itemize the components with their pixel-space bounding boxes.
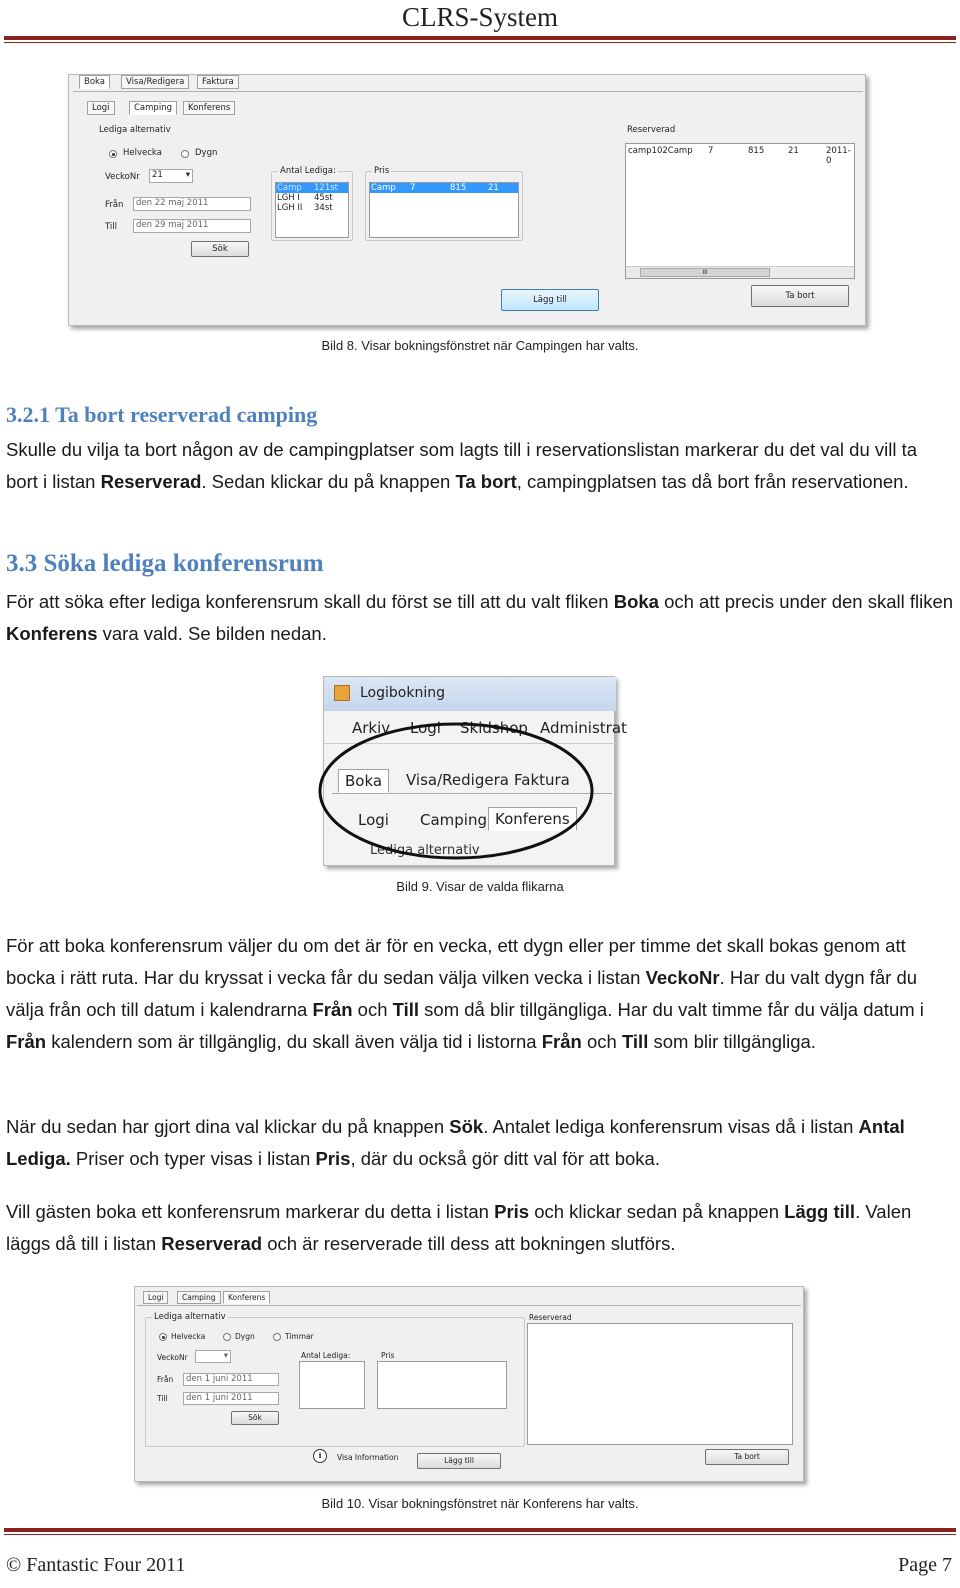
radio-timmar[interactable] <box>273 1333 281 1341</box>
reserverad-label: Reserverad <box>627 125 676 135</box>
window-title: Logibokning <box>360 685 445 701</box>
caption-bild-8: Bild 8. Visar bokningsfönstret när Campingen har valts. <box>321 338 639 353</box>
radio-helvecka[interactable] <box>109 150 117 158</box>
document-title: CLRS-System <box>401 2 559 32</box>
ta-bort-button[interactable]: Ta bort <box>705 1449 789 1465</box>
tab-faktura[interactable]: Faktura <box>514 771 570 789</box>
till-date-picker[interactable] <box>133 219 251 233</box>
tab-boka[interactable]: Boka <box>79 75 110 89</box>
tab-boka[interactable]: Boka <box>338 769 389 793</box>
lagg-till-button[interactable]: Lägg till <box>501 289 599 311</box>
till-date-picker[interactable] <box>183 1392 279 1405</box>
till-label: Till <box>105 222 118 232</box>
paragraph-sok: När du sedan har gjort dina val klickar du på knappen Sök. Antalet lediga konferensrum visas då i listan Antal Lediga. Priser och typer visas i listan Pris, där du också gör ditt val för att boka. <box>6 1116 905 1169</box>
radio-helvecka[interactable] <box>159 1333 167 1341</box>
tab-visa-redigera[interactable]: Visa/Redigera <box>121 75 189 89</box>
fran-date-value: den 1 juni 2011 <box>186 1374 253 1384</box>
info-icon[interactable]: i <box>313 1449 327 1463</box>
list-item[interactable]: LGH II 34st <box>277 203 333 213</box>
tab-logi[interactable]: Logi <box>358 811 389 829</box>
pris-label: Pris <box>374 166 390 176</box>
paragraph-boka-konferens: För att boka konferensrum väljer du om det är för en vecka, ett dygn eller per timme det skall bokas genom att bocka i rätt ruta. Har du kryssat i vecka får du sedan välja vilken vecka i listan VeckoNr. Har du valt dygn får du välja från och till datum i kalendrarna Från och Till som då blir tillgängliga. Har du valt timme får du välja datum i Från kalendern som är tillgänglig, du skall även välja tid i listorna Från och Till som blir tillgängliga. <box>6 935 924 1052</box>
list-item[interactable]: LGH I 45st <box>277 193 333 203</box>
ta-bort-button[interactable]: Ta bort <box>751 285 849 307</box>
till-label: Till <box>157 1394 168 1403</box>
reserverad-list[interactable] <box>625 143 855 279</box>
caption-bild-9: Bild 9. Visar de valda flikarna <box>396 879 564 894</box>
tab-camping[interactable]: Camping <box>177 1291 221 1304</box>
paragraph-lagg-till: Vill gästen boka ett konferensrum markerar du detta i listan Pris och klickar sedan på knappen Lägg till. Valen läggs då till i listan Reserverad och är reserverade till dess att bokningen slutförs. <box>6 1201 912 1254</box>
highlight-ellipse-stroke <box>320 724 592 858</box>
radio-helvecka-label: Helvecka <box>171 1332 206 1341</box>
tab-divider <box>137 1305 801 1306</box>
chevron-down-icon: ▾ <box>185 170 190 180</box>
antal-lediga-list[interactable] <box>275 182 349 238</box>
radio-dygn[interactable] <box>181 150 189 158</box>
list-item[interactable]: Camp 7 815 21 <box>370 183 518 193</box>
radio-dygn[interactable] <box>223 1333 231 1341</box>
menu-arkiv[interactable]: Arkiv <box>352 719 391 737</box>
radio-dygn-label: Dygn <box>235 1332 255 1341</box>
sok-button[interactable]: Sök <box>191 241 249 257</box>
highlight-ellipse <box>316 718 596 864</box>
footer-copyright: © Fantastic Four 2011 <box>6 1554 186 1576</box>
pris-list[interactable] <box>369 182 519 238</box>
list-item[interactable]: camp102Camp 7 815 21 2011-0 <box>628 146 851 166</box>
lagg-till-button[interactable]: Lägg till <box>417 1453 501 1469</box>
antal-lediga-label: Antal Lediga: <box>301 1351 351 1360</box>
radio-timmar-label: Timmar <box>285 1332 314 1341</box>
menu-skidshop[interactable]: Skidshop <box>460 719 528 737</box>
group-label-lediga: Lediga alternativ <box>99 125 171 135</box>
tab-konferens[interactable]: Konferens <box>183 101 235 115</box>
tab-logi[interactable]: Logi <box>87 101 115 115</box>
scrollbar-thumb[interactable]: III <box>640 268 770 277</box>
horizontal-scrollbar[interactable] <box>626 266 854 278</box>
tab-camping[interactable]: Camping <box>129 101 177 115</box>
tab-visa-redigera[interactable]: Visa/Redigera <box>406 771 509 789</box>
veckonr-value: 21 <box>152 170 163 180</box>
menu-administration[interactable]: Administrat <box>540 719 627 737</box>
paragraph-3-3: För att söka efter lediga konferensrum skall du först se till att du valt fliken Boka och att precis under den skall fliken Konferens vara vald. Se bilden nedan. <box>6 591 954 644</box>
tab-divider <box>73 91 863 92</box>
sok-button[interactable]: Sök <box>231 1411 279 1425</box>
cut-label-lediga: Lediga alternativ <box>370 843 480 858</box>
till-date-value: den 1 juni 2011 <box>186 1393 253 1403</box>
till-date-value: den 29 maj 2011 <box>136 220 209 230</box>
figure-8-screenshot <box>68 74 866 326</box>
list-item[interactable]: Camp 121st <box>276 183 348 193</box>
radio-helvecka-label: Helvecka <box>123 148 162 158</box>
menu-logi[interactable]: Logi <box>410 719 441 737</box>
antal-lediga-label: Antal Lediga: <box>280 166 336 176</box>
page-footer <box>0 1540 960 1588</box>
radio-dygn-label: Dygn <box>195 148 218 158</box>
visa-information-label[interactable]: Visa Information <box>337 1453 399 1462</box>
chevron-down-icon: ▾ <box>223 1351 228 1361</box>
fran-label: Från <box>157 1375 174 1384</box>
pris-list[interactable] <box>377 1361 507 1409</box>
header-rule-thin <box>4 42 956 43</box>
caption-bild-10: Bild 10. Visar bokningsfönstret när Konferens har valts. <box>321 1496 639 1511</box>
tab-faktura[interactable]: Faktura <box>197 75 239 89</box>
group-antal-lediga <box>271 166 353 241</box>
heading-3-3: 3.3 Söka lediga konferensrum <box>6 550 324 577</box>
footer-rule <box>4 1528 956 1532</box>
fran-date-picker[interactable] <box>183 1373 279 1386</box>
group-label-lediga: Lediga alternativ <box>154 1312 226 1322</box>
footer-rule-thin <box>4 1534 956 1535</box>
veckonr-label: VeckoNr <box>105 172 140 182</box>
fran-date-picker[interactable] <box>133 197 251 211</box>
header-rule <box>4 36 956 40</box>
group-pris <box>365 166 523 241</box>
figure-10-screenshot <box>134 1286 804 1482</box>
reserverad-list[interactable] <box>527 1323 793 1445</box>
tab-konferens[interactable]: Konferens <box>223 1291 270 1304</box>
paragraph-3-2-1: Skulle du vilja ta bort någon av de campingplatser som lagts till i reservationslistan markerar du det val du vill ta bort i listan Reserverad. Sedan klickar du på knappen Ta bort, campingplatsen tas då bort från reservationen. <box>6 439 918 492</box>
veckonr-label: VeckoNr <box>157 1353 188 1362</box>
footer-page-number: Page 7 <box>898 1554 952 1576</box>
fran-label: Från <box>105 200 124 210</box>
pris-label: Pris <box>381 1351 395 1360</box>
veckonr-combo[interactable] <box>149 169 193 183</box>
tab-camping[interactable]: Camping <box>420 811 487 829</box>
tab-konferens[interactable]: Konferens <box>488 807 577 831</box>
heading-3-2-1: 3.2.1 Ta bort reserverad camping <box>6 402 318 427</box>
reserverad-label: Reserverad <box>529 1313 572 1322</box>
veckonr-combo[interactable] <box>195 1350 231 1363</box>
fran-date-value: den 22 maj 2011 <box>136 198 209 208</box>
tab-logi[interactable]: Logi <box>143 1291 168 1304</box>
antal-lediga-list[interactable] <box>299 1361 365 1409</box>
app-icon <box>334 685 350 701</box>
